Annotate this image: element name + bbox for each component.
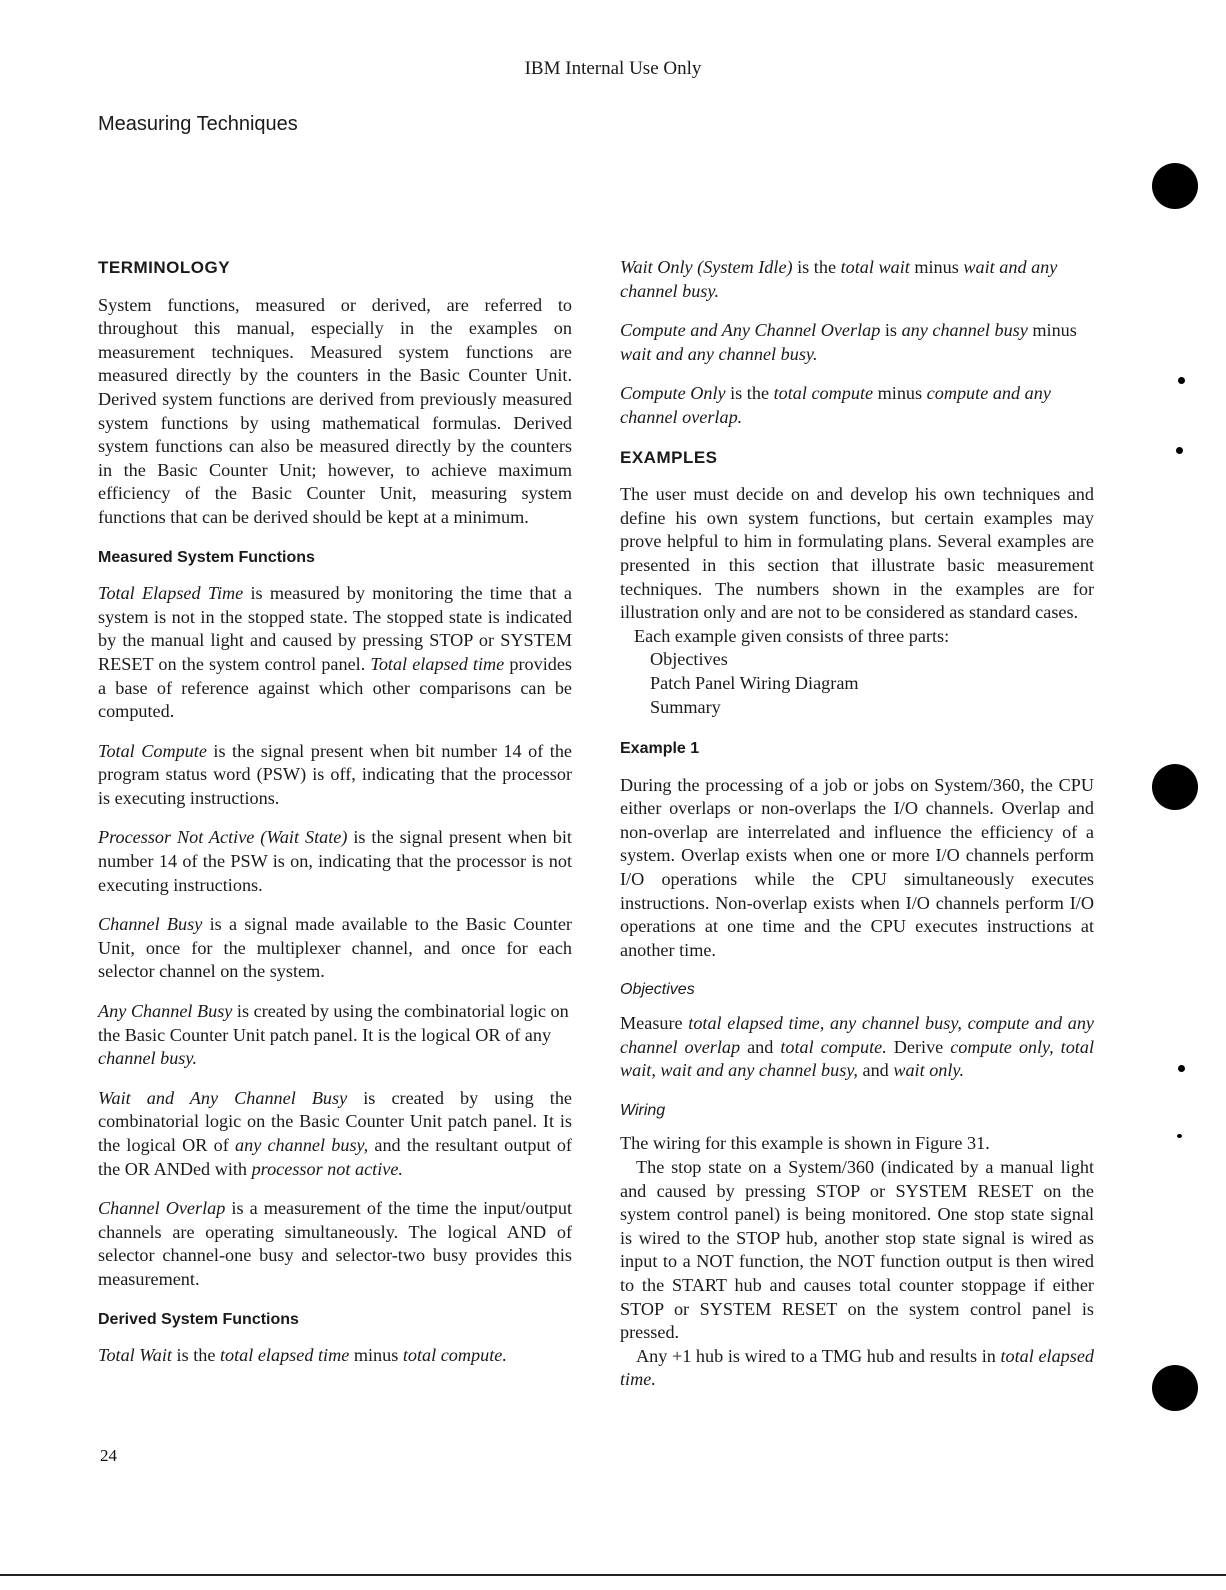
binder-hole: [1152, 1365, 1198, 1411]
channel-busy-paragraph: Channel Busy is a signal made available to the Basic Counter Unit, once for the multiplexer channel, and once for each selector channel on the system.: [98, 914, 572, 982]
page-header: IBM Internal Use Only: [524, 58, 702, 79]
wiring-paragraph-1: The wiring for this example is shown in Figure 31.: [620, 1133, 990, 1154]
wiring-paragraph-2: The stop state on a System/360 (indicated by a manual light and caused by pressing STOP or SYSTEM RESET on the system control panel) is being monitored. One stop state signal is wired to the STOP hub, another stop state signal is wired as input to a NOT function, the NOT function output is then wired to the START hub and causes total counter stoppage if either STOP or SYSTEM RESET on the system control panel is pressed.: [620, 1157, 1094, 1343]
bottom-rule: [0, 1574, 1226, 1576]
compute-only-paragraph: Compute Only is the total compute minus compute and any channel overlap.: [620, 383, 1051, 427]
total-wait-paragraph: Total Wait is the total elapsed time minus total compute.: [98, 1345, 507, 1366]
any-channel-busy-paragraph: Any Channel Busy is created by using the combinatorial logic on the Basic Counter Unit patch panel. It is the logical OR of any channel busy.: [98, 1001, 569, 1069]
margin-mark: [1178, 377, 1185, 384]
measured-functions-heading: Measured System Functions: [98, 548, 315, 566]
derived-functions-heading: Derived System Functions: [98, 1310, 299, 1328]
right-column: [620, 256, 1094, 1392]
wait-and-any-channel-busy-paragraph: Wait and Any Channel Busy is created by using the combinatorial logic on the Basic Counter Unit patch panel. It is the logical OR of any channel busy, and the resultant output of the OR ANDed with processor not active.: [98, 1087, 572, 1179]
example-part: Objectives: [650, 649, 728, 670]
objectives-paragraph: Measure total elapsed time, any channel busy, compute and any channel overlap and total compute. Derive compute only, total wait, wait and any channel busy, and wait only.: [620, 1013, 1094, 1081]
examples-heading: EXAMPLES: [620, 447, 718, 467]
example-parts-list: [634, 648, 1094, 719]
binder-hole: [1152, 163, 1198, 209]
terminology-paragraph: System functions, measured or derived, are referred to throughout this manual, especially in the examples on measurement techniques. Measured system functions are measured directly by the counters in the Basic Counter Unit. Derived system functions are derived from previously measured system functions by using mathematical formulas. Derived system functions can also be measured directly by the counters in the Basic Counter Unit; however, to achieve maximum efficiency of the Basic Counter Unit, measuring system functions that can be derived should be kept at a minimum.: [98, 294, 572, 527]
wait-only-paragraph: Wait Only (System Idle) is the total wait minus wait and any channel busy.: [620, 257, 1058, 301]
wiring-heading: Wiring: [620, 1101, 666, 1119]
left-column: [98, 256, 572, 1384]
example-part: Patch Panel Wiring Diagram: [650, 672, 859, 693]
total-compute-paragraph: Total Compute is the signal present when bit number 14 of the program status word (PSW) is off, indicating that the processor is executing instructions.: [98, 740, 572, 808]
examples-paragraph: The user must decide on and develop his own techniques and define his own system functions, but certain examples may prove helpful to him in formulating plans. Several examples are presented in this section that illustrate basic measurement techniques. The numbers shown in the examples are for illustration only and are not to be considered as standard cases.: [620, 484, 1094, 623]
terminology-heading: TERMINOLOGY: [98, 258, 231, 277]
total-elapsed-time-paragraph: Total Elapsed Time is measured by monitoring the time that a system is not in the stopped state. The stopped state is indicated by the manual light and caused by pressing STOP or SYSTEM RESET on the system control panel. Total elapsed time provides a base of reference against which other comparisons can be computed.: [98, 583, 572, 722]
margin-mark: [1176, 447, 1183, 454]
channel-overlap-paragraph: Channel Overlap is a measurement of the time the input/output channels are operating simultaneously. The logical AND of selector channel-one busy and selector-two busy provides this measurement.: [98, 1198, 573, 1289]
objectives-heading: Objectives: [620, 981, 695, 999]
example-1-heading: Example 1: [620, 740, 700, 758]
processor-not-active-paragraph: Processor Not Active (Wait State) is the signal present when bit number 14 of the PSW is on, indicating that the processor is not executing instructions.: [98, 827, 572, 895]
margin-mark: [1177, 1134, 1182, 1138]
section-title: Measuring Techniques: [98, 113, 298, 135]
example-part: Summary: [650, 696, 721, 717]
binder-hole: [1152, 764, 1198, 810]
example-parts: [634, 625, 1094, 719]
compute-any-channel-overlap-paragraph: Compute and Any Channel Overlap is any channel busy minus wait and any channel busy.: [620, 320, 1077, 364]
wiring-paragraph-3: Any +1 hub is wired to a TMG hub and results in total elapsed time.: [620, 1345, 1094, 1390]
example-1-paragraph: During the processing of a job or jobs on System/360, the CPU either overlaps or non-overlaps the I/O channels. Overlap and non-overlap are interrelated and influence the efficiency of a system. Overlap exists when one or more I/O channels perform I/O operations while the CPU simultaneously executes instructions. Non-overlap exists when I/O channels perform I/O operations at one time and the CPU executes instructions at another time.: [620, 774, 1094, 960]
page-number: 24: [100, 1446, 117, 1465]
margin-mark: [1178, 1065, 1185, 1072]
example-parts-lead: Each example given consists of three parts:: [634, 625, 950, 646]
